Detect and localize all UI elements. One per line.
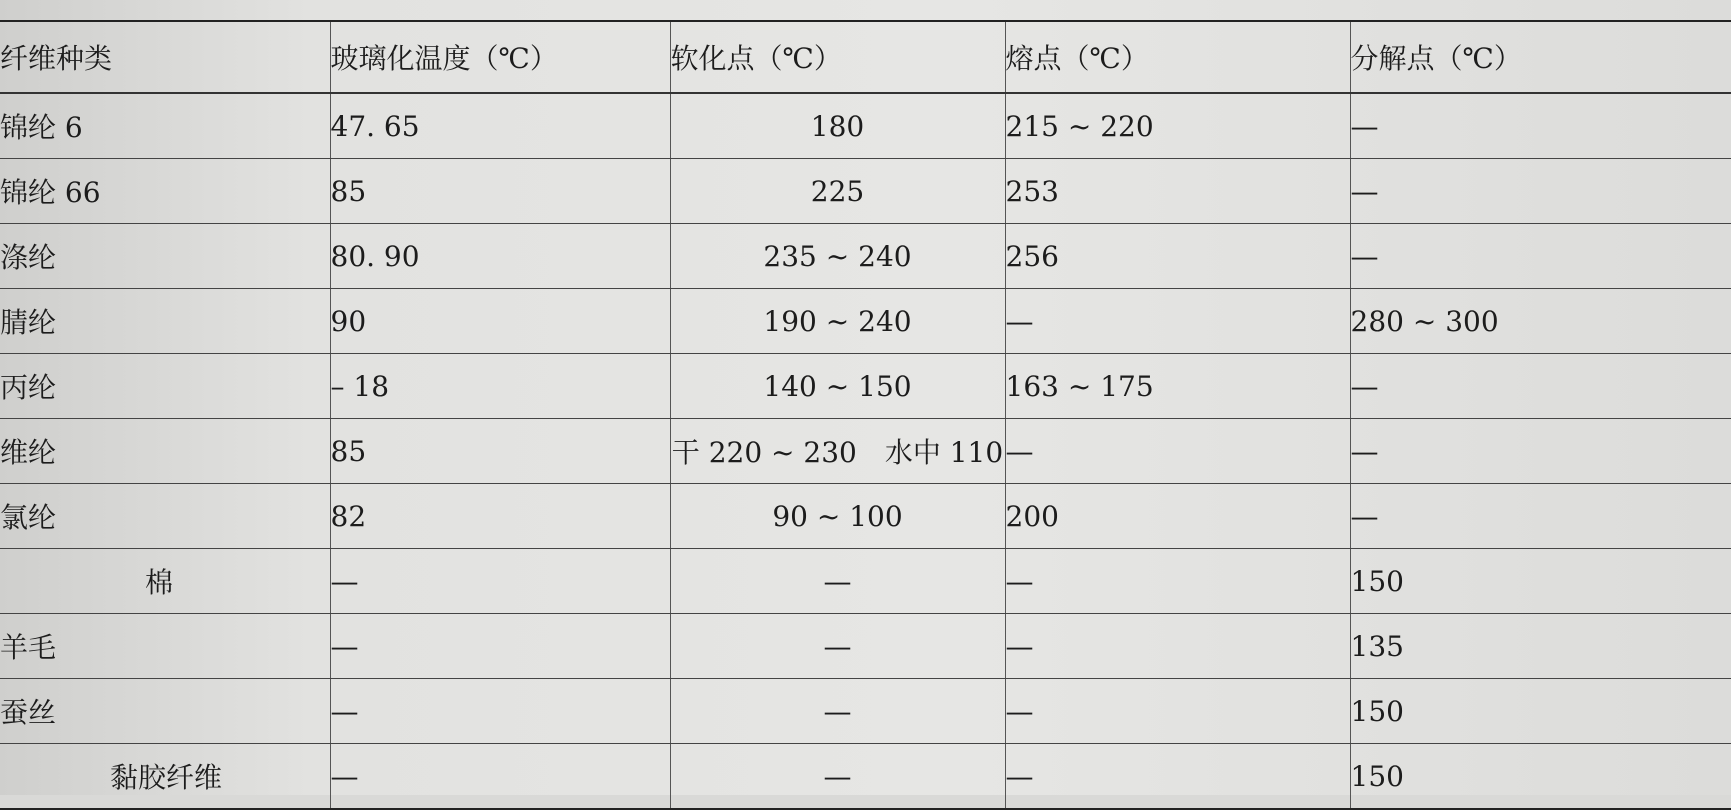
cell-decomposition-point: 150 <box>1350 549 1731 614</box>
cell-decomposition-point: 280 ~ 300 <box>1350 289 1731 354</box>
cell-glass-transition: — <box>330 679 670 744</box>
cell-fiber-name: 氯纶 <box>0 484 330 549</box>
cell-melting-point: — <box>1005 289 1350 354</box>
cell-glass-transition: 80. 90 <box>330 224 670 289</box>
cell-fiber-name: 锦纶 66 <box>0 159 330 224</box>
header-glass-transition: 玻璃化温度（℃） <box>330 21 670 93</box>
fiber-thermal-properties-table <box>0 20 1731 810</box>
cell-glass-transition: — <box>330 744 670 810</box>
cell-fiber-name: 锦纶 6 <box>0 93 330 159</box>
cell-melting-point: 200 <box>1005 484 1350 549</box>
cell-fiber-name: 棉 <box>0 549 330 614</box>
cell-melting-point: — <box>1005 614 1350 679</box>
cell-glass-transition: 82 <box>330 484 670 549</box>
cell-decomposition-point: 150 <box>1350 679 1731 744</box>
cell-softening-point: — <box>670 549 1005 614</box>
cell-fiber-name: 涤纶 <box>0 224 330 289</box>
cell-fiber-name: 维纶 <box>0 419 330 484</box>
cell-decomposition-point: — <box>1350 484 1731 549</box>
cell-softening-point: — <box>670 744 1005 810</box>
header-fiber-type: 纤维种类 <box>0 21 330 93</box>
cell-softening-point: 140 ~ 150 <box>670 354 1005 419</box>
cell-fiber-name: 羊毛 <box>0 614 330 679</box>
cell-glass-transition: — <box>330 614 670 679</box>
cell-melting-point: — <box>1005 549 1350 614</box>
cell-softening-point: 180 <box>670 93 1005 159</box>
cell-glass-transition: – 18 <box>330 354 670 419</box>
table-row <box>0 549 1731 614</box>
cell-softening-point: 190 ~ 240 <box>670 289 1005 354</box>
cell-melting-point: 215 ~ 220 <box>1005 93 1350 159</box>
cell-fiber-name: 黏胶纤维 <box>0 744 330 810</box>
cell-softening-point: — <box>670 679 1005 744</box>
table-row <box>0 484 1731 549</box>
cell-fiber-name: 丙纶 <box>0 354 330 419</box>
header-decomposition-point: 分解点（℃） <box>1350 21 1731 93</box>
cell-glass-transition: 85 <box>330 159 670 224</box>
cell-decomposition-point: 135 <box>1350 614 1731 679</box>
cell-melting-point: 253 <box>1005 159 1350 224</box>
table-row <box>0 614 1731 679</box>
header-melting-point: 熔点（℃） <box>1005 21 1350 93</box>
table-header-row <box>0 21 1731 93</box>
cell-softening-point: 90 ~ 100 <box>670 484 1005 549</box>
cell-melting-point: — <box>1005 744 1350 810</box>
cell-fiber-name: 蚕丝 <box>0 679 330 744</box>
cell-glass-transition: 90 <box>330 289 670 354</box>
cell-glass-transition: 47. 65 <box>330 93 670 159</box>
table-row <box>0 419 1731 484</box>
table-row <box>0 159 1731 224</box>
cell-melting-point: 256 <box>1005 224 1350 289</box>
cell-decomposition-point: 150 <box>1350 744 1731 810</box>
table-row <box>0 289 1731 354</box>
cell-decomposition-point: — <box>1350 354 1731 419</box>
cell-fiber-name: 腈纶 <box>0 289 330 354</box>
cell-glass-transition: 85 <box>330 419 670 484</box>
cell-decomposition-point: — <box>1350 159 1731 224</box>
table-row <box>0 93 1731 159</box>
cell-softening-point: 235 ~ 240 <box>670 224 1005 289</box>
cell-softening-point: — <box>670 614 1005 679</box>
cell-decomposition-point: — <box>1350 419 1731 484</box>
cell-melting-point: — <box>1005 419 1350 484</box>
cell-melting-point: 163 ~ 175 <box>1005 354 1350 419</box>
cell-decomposition-point: — <box>1350 224 1731 289</box>
cell-softening-point: 225 <box>670 159 1005 224</box>
table-row <box>0 224 1731 289</box>
cell-softening-point: 干 220 ~ 230 水中 110 <box>670 419 1005 484</box>
cell-glass-transition: — <box>330 549 670 614</box>
cell-decomposition-point: — <box>1350 93 1731 159</box>
table-row <box>0 679 1731 744</box>
cell-melting-point: — <box>1005 679 1350 744</box>
header-softening-point: 软化点（℃） <box>670 21 1005 93</box>
table-row <box>0 744 1731 810</box>
table-row <box>0 354 1731 419</box>
